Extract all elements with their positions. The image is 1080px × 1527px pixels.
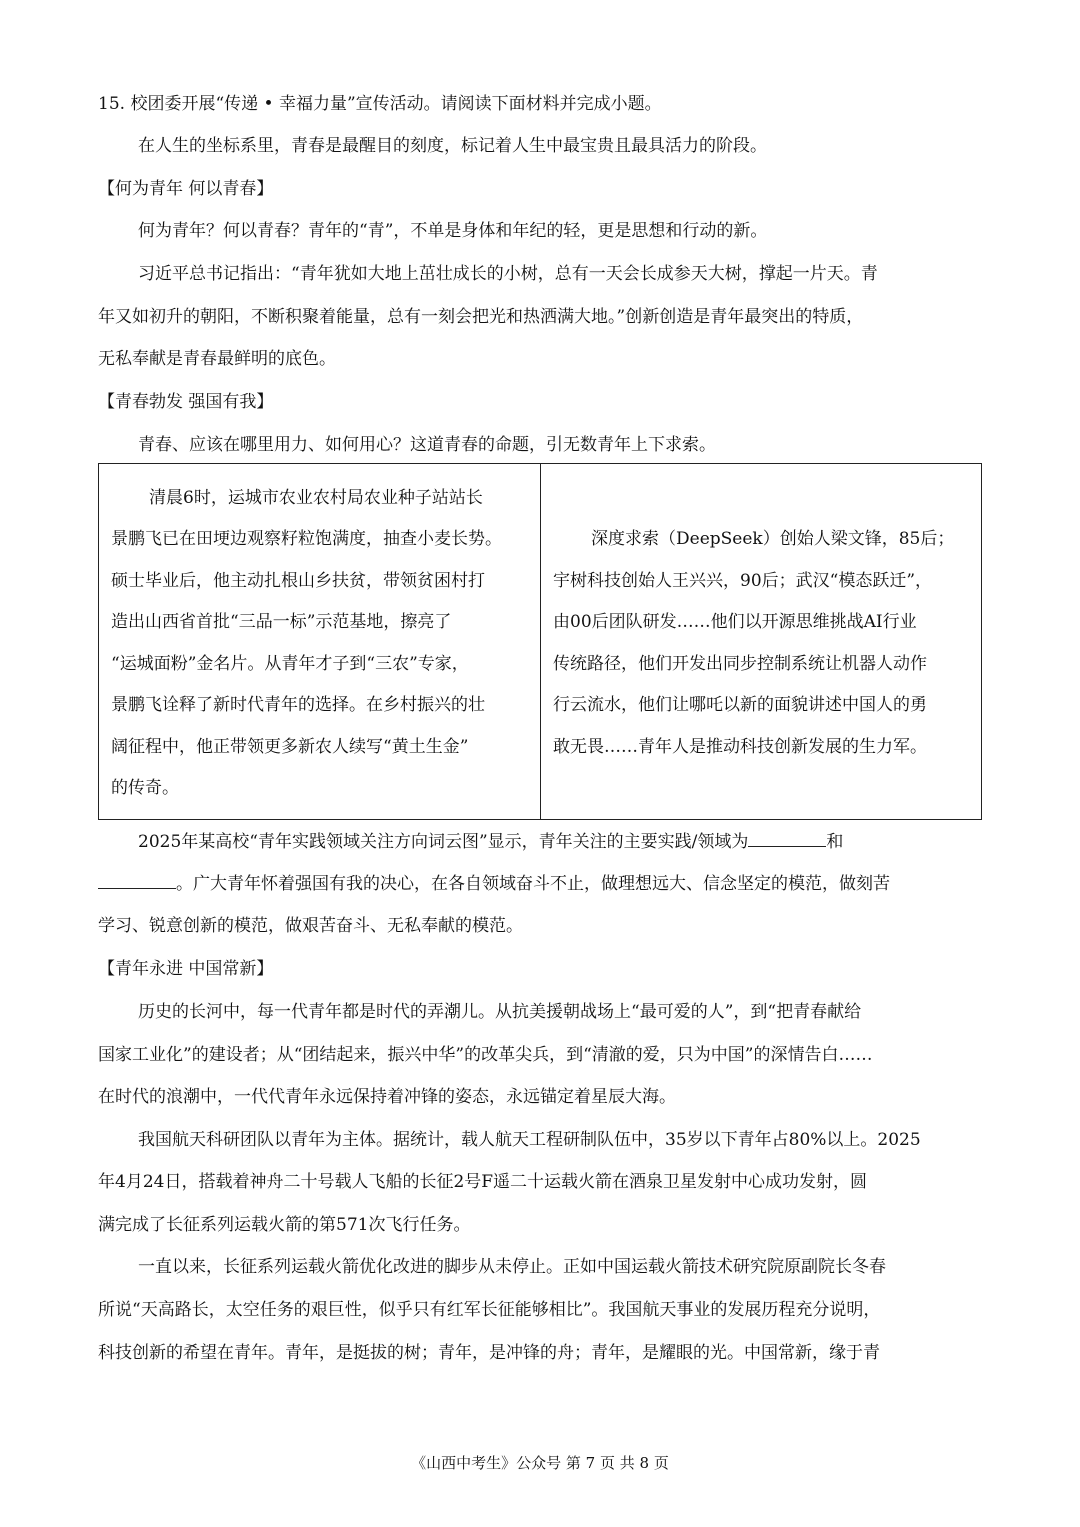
answer-blank-1[interactable]: [748, 830, 826, 847]
section1-paragraph-1: 何为青年？何以青春？青年的“青”，不单是身体和年纪的轻，更是思想和行动的新。: [138, 221, 768, 241]
section3-paragraph-1-line: 国家工业化”的建设者；从“团结起来，振兴中华”的改革尖兵，到“清澈的爱，只为中国”的深情告白……: [98, 1045, 873, 1065]
right-cell-line: 传统路径，他们开发出同步控制系统让机器人动作: [553, 654, 927, 674]
left-cell-line: 硕士毕业后，他主动扎根山乡扶贫，带领贫困村打: [111, 571, 485, 591]
left-cell-line: 阔征程中，他正带领更多新农人续写“黄土生金”: [111, 737, 469, 757]
left-cell-line: 造出山西省首批“三品一标”示范基地，擦亮了: [111, 612, 452, 632]
right-cell-line: 行云流水，他们让哪吒以新的面貌讲述中国人的勇: [553, 695, 927, 715]
right-cell-line: 宇树科技创始人王兴兴，90后；武汉“模态跃迁”，: [553, 571, 933, 591]
left-cell-line: 景鹏飞诠释了新时代青年的选择。在乡村振兴的壮: [111, 695, 485, 715]
section1-paragraph-2-line: 无私奉献是青春最鲜明的底色。: [98, 349, 336, 369]
table-divider: [540, 464, 541, 819]
fill-text: 2025年某高校“青年实践领域关注方向词云图”显示，青年关注的主要实践/领域为: [138, 832, 749, 852]
section3-paragraph-1-line: 在时代的浪潮中，一代代青年永远保持着冲锋的姿态，永远锚定着星辰大海。: [98, 1087, 676, 1107]
section3-paragraph-3-line: 一直以来，长征系列运载火箭优化改进的脚步从未停止。正如中国运载火箭技术研究院原副院长冬春: [138, 1257, 886, 1277]
left-cell-line: 景鹏飞已在田埂边观察籽粒饱满度，抽查小麦长势。: [111, 529, 502, 549]
section-heading-2: 【青春勃发 强国有我】: [98, 392, 274, 412]
answer-blank-2[interactable]: [98, 872, 176, 889]
material-table: [98, 463, 982, 820]
section3-paragraph-1-line: 历史的长河中，每一代青年都是时代的弄潮儿。从抗美援朝战场上“最可爱的人”，到“把青春献给: [138, 1002, 862, 1022]
section2-paragraph-1: 青春、应该在哪里用力、如何用心？这道青春的命题，引无数青年上下求索。: [138, 435, 716, 455]
section2-paragraph-2-line: 学习、锐意创新的模范，做艰苦奋斗、无私奉献的模范。: [98, 916, 523, 936]
section2-paragraph-2-line: [138, 830, 843, 854]
section-heading-3: 【青年永进 中国常新】: [98, 959, 274, 979]
section1-paragraph-2-line: 年又如初升的朝阳，不断积聚着能量，总有一刻会把光和热洒满大地。”创新创造是青年最突出的特质，: [98, 307, 864, 327]
intro-paragraph: 在人生的坐标系里，青春是最醒目的刻度，标记着人生中最宝贵且最具活力的阶段。: [138, 136, 767, 156]
fill-text-and: 和: [826, 832, 844, 852]
section1-paragraph-2-line: 习近平总书记指出：“青年犹如大地上茁壮成长的小树，总有一天会长成参天大树，撑起一片天。青: [138, 264, 878, 284]
page-footer: 《山西中考生》公众号 第 7 页 共 8 页: [411, 1454, 669, 1472]
left-cell-line: “运城面粉”金名片。从青年才子到“三农”专家，: [111, 654, 469, 674]
section3-paragraph-2-line: 满完成了长征系列运载火箭的第571次飞行任务。: [98, 1215, 471, 1235]
section3-paragraph-2-line: 我国航天科研团队以青年为主体。据统计，载人航天工程研制队伍中，35岁以下青年占80%以上。2025: [138, 1130, 921, 1150]
right-cell-line: 由00后团队研发……他们以开源思维挑战AI行业: [553, 612, 917, 632]
section3-paragraph-3-line: 科技创新的希望在青年。青年，是挺拔的树；青年，是冲锋的舟；青年，是耀眼的光。中国常新，缘于青: [98, 1343, 880, 1363]
question-title: 15. 校团委开展“传递 • 幸福力量”宣传活动。请阅读下面材料并完成小题。: [98, 94, 662, 114]
left-cell-line: 清晨6时，运城市农业农村局农业种子站站长: [149, 488, 483, 508]
fill-text: 。广大青年怀着强国有我的决心，在各自领域奋斗不止，做理想远大、信念坚定的模范，做刻苦: [176, 874, 890, 894]
right-cell-line: 敢无畏……青年人是推动科技创新发展的生力军。: [553, 737, 927, 757]
left-cell-line: 的传奇。: [111, 778, 179, 798]
right-cell-line: 深度求索（DeepSeek）创始人梁文锋，85后；: [591, 529, 955, 549]
section2-paragraph-2-line: [98, 872, 890, 896]
section3-paragraph-3-line: 所说“天高路长，太空任务的艰巨性，似乎只有红军长征能够相比”。我国航天事业的发展历程充分说明，: [98, 1300, 881, 1320]
section3-paragraph-2-line: 年4月24日，搭载着神舟二十号载人飞船的长征2号F遥二十运载火箭在酒泉卫星发射中心成功发射，圆: [98, 1172, 868, 1192]
section-heading-1: 【何为青年 何以青春】: [98, 179, 274, 199]
